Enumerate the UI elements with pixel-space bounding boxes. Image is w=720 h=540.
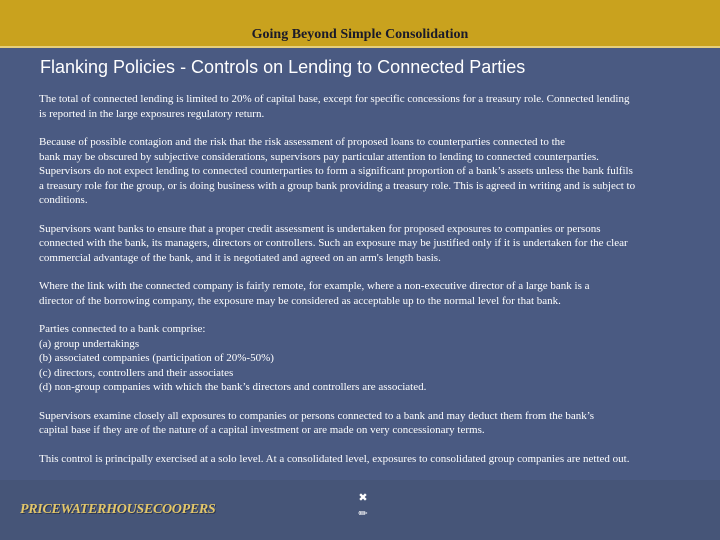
paragraph-line: The total of connected lending is limited to 20% of capital base, except for specific concessions for a treasury role. Connected lending <box>39 93 630 105</box>
paragraph-line: This control is principally exercised at a solo level. At a consolidated level, exposures to consolidated group companies are netted out. <box>39 452 630 465</box>
paragraph-line: commercial advantage of the bank, and it is negotiated and agreed on an arm's length basis. <box>39 251 441 264</box>
slide-title: Flanking Policies - Controls on Lending to Connected Parties <box>40 57 526 77</box>
paragraph <box>39 322 699 395</box>
pencil-icon[interactable]: ✏ <box>358 508 368 520</box>
pwc-logo: PRICEWATERHOUSECOOPERS <box>20 502 216 517</box>
paragraph <box>39 279 699 308</box>
paragraph <box>39 452 699 467</box>
paragraph-line: Where the link with the connected company is fairly remote, for example, where a non-executive director of a large bank is a <box>39 280 590 292</box>
paragraph-line: capital base if they are of the nature of a capital investment or are made on very concessionary terms. <box>39 424 485 436</box>
paragraph <box>39 92 699 121</box>
paragraph-line: connected with the bank, its managers, directors or controllers. Such an exposure may be justified only if it is undertaken for the clear <box>39 237 628 249</box>
slide-body <box>39 92 699 480</box>
paragraph-line: Parties connected to a bank comprise: <box>39 323 206 335</box>
paragraph-line: is reported in the large exposures regulatory return. <box>39 107 265 120</box>
paragraph-line: Because of possible contagion and the risk that the risk assessment of proposed loans to counterparties connected to the <box>39 136 566 148</box>
paragraph-line: conditions. <box>39 194 88 206</box>
paragraph-line: a treasury role for the group, or is doing business with a group bank providing a treasury role. This is agreed in writing and is subject to <box>39 179 636 192</box>
paragraph <box>39 222 699 266</box>
paragraph <box>39 135 699 208</box>
paragraph-line: (a) group undertakings <box>39 337 140 350</box>
close-icon[interactable]: ✖ <box>358 492 368 504</box>
paragraph-line: (d) non-group companies with which the bank’s directors and controllers are associated. <box>39 381 427 393</box>
slide-nav-controls[interactable] <box>356 490 370 522</box>
paragraph-line: bank may be obscured by subjective considerations, supervisors pay particular attention to lending to connected counterparties. <box>39 150 599 163</box>
paragraph <box>39 409 699 438</box>
paragraph-line: (b) associated companies (participation of 20%-50%) <box>39 352 274 364</box>
paragraph-line: Supervisors examine closely all exposures to companies or persons connected to a bank and may deduct them from the bank’s <box>39 409 595 422</box>
paragraph-line: (c) directors, controllers and their associates <box>39 366 234 379</box>
paragraph-line: Supervisors do not expect lending to connected counterparties to form a significant proportion of a bank’s assets unless the bank fulfils <box>39 165 633 177</box>
paragraph-line: Supervisors want banks to ensure that a proper credit assessment is undertaken for proposed exposures to companies or persons <box>39 222 601 235</box>
paragraph-line: director of the borrowing company, the exposure may be considered as acceptable up to the normal level for that bank. <box>39 294 561 307</box>
header-title: Going Beyond Simple Consolidation <box>251 27 469 42</box>
